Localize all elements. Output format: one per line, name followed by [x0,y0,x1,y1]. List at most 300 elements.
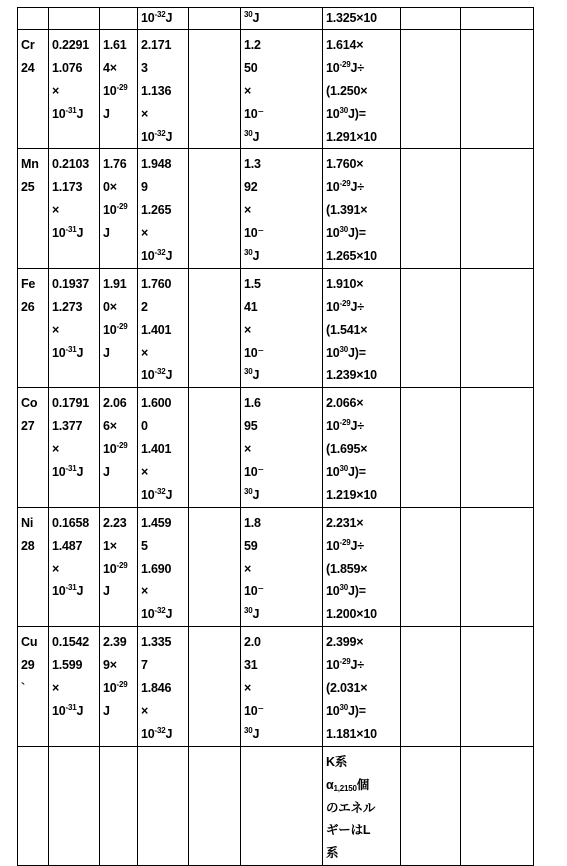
cell-lines [138,30,188,148]
table-cell [323,149,401,268]
table-cell [189,8,241,30]
cell-lines [461,8,533,9]
cell-line: × [52,561,60,576]
table-cell [323,30,401,149]
exponent: 30 [244,486,253,496]
subscript: 1,2150 [333,783,357,793]
table-cell [401,627,461,746]
cell-line: $^{30}$J [244,248,260,264]
cell-line: $10^{-29}J\div$ [326,418,364,434]
cell-lines [323,30,400,148]
cell-line: 1.265×10 [326,249,377,264]
cell-lines [138,269,188,387]
table-row [18,268,534,387]
exponent: -31 [65,105,77,115]
cell-line: 0.1937 [52,276,90,291]
exponent: -29 [339,298,351,308]
cell-line: $10^{30}J)=$ [326,702,366,718]
table-cell [100,746,138,865]
cell-line: 2.399× [326,635,364,650]
table-cell [49,388,100,507]
cell-line: Ni [21,515,34,530]
table-cell [401,149,461,268]
exponent: -29 [339,657,351,667]
cell-line: 1.2 [244,38,261,52]
cell-line: 1.690 [141,561,172,576]
cell-lines [401,269,460,273]
cell-line: 1.459 [141,515,172,530]
table-cell [241,30,323,149]
cell-lines [323,269,400,387]
cell-line: 1.760 [141,276,172,291]
exponent: 30 [244,725,253,735]
cell-line: (1.391× [326,203,368,218]
cell-line: 59 [244,538,258,553]
cell-line: (1.541× [326,322,368,337]
cell-line: 5 [141,538,148,553]
cell-lines [138,149,188,267]
cell-lines [241,269,322,387]
cell-line: 10⁻ [244,703,264,718]
table-cell [323,388,401,507]
table-cell [100,8,138,30]
cell-line: 1.8 [244,515,261,530]
cell-line: J [103,584,110,599]
table-cell [323,627,401,746]
cell-line: 1.200×10 [326,607,377,622]
cell-line: 28 [21,538,35,553]
cell-lines [49,747,99,751]
cell-lines [49,627,99,723]
cell-line: 9× [103,658,117,673]
cell-line: 1.325×10 [326,11,377,25]
cell-line: × [141,584,149,599]
cell-lines [49,149,99,245]
cell-lines [323,508,400,626]
cell-lines [461,30,533,34]
exponent: -29 [339,537,351,547]
table-cell [18,388,49,507]
cell-line: $^{30}$J [244,128,260,144]
cell-line: 1.910× [326,276,364,291]
cell-lines [189,8,240,9]
cell-line: 0.2291 [52,38,90,52]
table-cell [18,30,49,149]
table-cell [138,8,189,30]
cell-line: J [103,465,110,480]
cell-line: 0.1791 [52,396,90,411]
cell-lines [138,627,188,745]
table-cell [49,746,100,865]
cell-lines [100,627,137,723]
cell-lines [461,149,533,153]
cell-lines [323,627,400,745]
table-cell [100,268,138,387]
exponent: -31 [65,464,77,474]
table-cell [49,627,100,746]
cell-lines [100,269,137,365]
exponent: 30 [244,248,253,258]
cell-lines [241,508,322,626]
table-cell [49,507,100,626]
table-row [18,507,534,626]
cell-line: 3 [141,60,148,75]
table-cell [138,746,189,865]
cell-line: $10^{-31}J$ [52,702,84,718]
table-cell [138,627,189,746]
table-cell [189,507,241,626]
table-cell [138,268,189,387]
table-cell [323,746,401,865]
table-cell [18,8,49,30]
cell-line: $^{30}$J [244,606,260,622]
table-cell [49,30,100,149]
cell-line: $10^{-32}J$ [141,128,173,144]
exponent: 30 [339,464,349,474]
cell-lines [100,30,137,126]
cell-line: 系 [326,846,339,861]
cell-line: × [52,203,60,218]
cell-lines [100,508,137,604]
table-cell [138,30,189,149]
cell-line: $10^{30}J)=$ [326,105,366,121]
cell-line: 1.614× [326,38,364,52]
table-row [18,8,534,30]
exponent: 30 [339,702,349,712]
cell-lines [461,627,533,631]
cell-line: J [103,703,110,718]
table-cell [49,149,100,268]
cell-line: 24 [21,60,35,75]
cell-line: × [141,703,149,718]
table-cell [100,507,138,626]
exponent: -29 [339,59,351,69]
cell-lines [323,747,400,865]
table-cell [100,388,138,507]
cell-line: $10^{-31}J$ [52,583,84,599]
cell-line: $10^{-29}J\div$ [326,179,364,195]
cell-lines [241,388,322,506]
table-row [18,388,534,507]
cell-lines [189,388,240,392]
cell-line: $10^{-32}J$ [141,486,173,502]
cell-line: $10^{-29}$ [103,560,128,576]
cell-lines [461,508,533,512]
table-cell [323,8,401,30]
cell-line: 26 [21,299,35,314]
table-cell [189,268,241,387]
cell-line: 2.23 [103,515,127,530]
cell-lines [189,30,240,34]
cell-line: 25 [21,180,35,195]
cell-lines [49,8,99,9]
cell-line: $10^{-29}$ [103,82,128,98]
cell-lines [100,747,137,751]
table-cell [401,30,461,149]
table-cell [323,507,401,626]
exponent: -32 [154,725,166,735]
exponent: -29 [116,202,128,212]
cell-line: 1.181×10 [326,726,377,741]
table-cell [401,388,461,507]
exponent: 30 [244,10,253,19]
exponent: -31 [65,344,77,354]
cell-line: (1.859× [326,561,368,576]
exponent: -29 [116,82,128,92]
exponent: -29 [116,441,128,451]
cell-line: 1.5 [244,276,261,291]
cell-line: 0.1542 [52,635,90,650]
cell-lines [189,149,240,153]
data-table [17,7,534,866]
exponent: -32 [154,367,166,377]
cell-lines [138,388,188,506]
cell-lines [18,388,48,438]
exponent: 30 [244,128,253,138]
cell-lines [241,30,322,148]
cell-lines [401,388,460,392]
cell-line: $^{30}$J [244,725,260,741]
cell-line: 1.076 [52,60,83,75]
table-cell [189,149,241,268]
cell-lines [461,388,533,392]
cell-lines [323,149,400,267]
exponent: -32 [154,248,166,258]
table-cell [18,746,49,865]
cell-line: 2 [141,299,148,314]
cell-lines [323,8,400,27]
cell-line: 1.3 [244,157,261,172]
cell-line: 1.265 [141,203,172,218]
cell-line: $10^{-29}$ [103,441,128,457]
table-cell [138,388,189,507]
cell-line: 50 [244,60,258,75]
cell-line: × [244,561,252,576]
cell-line: J [103,106,110,121]
cell-line: Fe [21,276,36,291]
cell-line: $10^{-29}$ [103,680,128,696]
cell-line: $10^{-32}J$ [141,367,173,383]
cell-line: (2.031× [326,681,368,696]
cell-lines [18,30,48,80]
cell-line: × [52,83,60,98]
cell-lines [49,30,99,126]
cell-lines [241,747,322,751]
cell-lines [401,149,460,153]
cell-line: J [103,345,110,360]
cell-line: 1.273 [52,299,83,314]
cell-line: 1.600 [141,396,172,411]
cell-line: $10^{-32}J$ [141,248,173,264]
exponent: -29 [339,418,351,428]
cell-line: 1.239×10 [326,368,377,383]
cell-lines [18,747,48,751]
exponent: -29 [116,321,128,331]
cell-line: 2.231× [326,515,364,530]
exponent: -32 [154,128,166,138]
table-cell [401,8,461,30]
table-cell [241,746,323,865]
table-cell [189,746,241,865]
cell-line: 1.487 [52,538,83,553]
cell-line: × [141,106,149,121]
cell-line: 92 [244,180,258,195]
cell-line: K系 [326,754,348,769]
cell-line: 1.291×10 [326,129,377,144]
cell-line: J [103,226,110,241]
cell-line: 1.948 [141,157,172,172]
table-cell [401,268,461,387]
cell-line: 1.91 [103,276,127,291]
cell-lines [18,269,48,319]
exponent: -31 [65,225,77,235]
cell-lines [138,8,188,27]
cell-line: $10^{30}J)=$ [326,464,366,480]
table-cell [241,149,323,268]
cell-line: $10^{30}J)=$ [326,583,366,599]
table-cell [461,627,534,746]
cell-line: 41 [244,299,258,314]
cell-line: 1.377 [52,419,83,434]
cell-line: (1.695× [326,442,368,457]
cell-line: × [244,83,252,98]
cell-lines [461,269,533,273]
table-cell [241,388,323,507]
table-cell [401,746,461,865]
table-cell [461,507,534,626]
table-cell [189,30,241,149]
table-cell [241,507,323,626]
exponent: 30 [244,606,253,616]
cell-lines [18,149,48,199]
table-cell [18,627,49,746]
table-cell [100,627,138,746]
cell-line: × [244,203,252,218]
cell-line: 0.1658 [52,515,90,530]
table-cell [189,388,241,507]
cell-line: $^{30}$J [244,367,260,383]
table-cell [241,627,323,746]
exponent: -32 [154,486,166,496]
cell-line: 1.6 [244,396,261,411]
cell-line: $10^{-29}J\div$ [326,657,364,673]
cell-line: 27 [21,419,35,434]
cell-lines [323,388,400,506]
exponent: 30 [339,344,349,354]
cell-lines [100,8,137,9]
cell-line: 1.61 [103,38,127,52]
exponent: 30 [339,105,349,115]
cell-line: 1.599 [52,658,83,673]
exponent: 30 [244,367,253,377]
table-row [18,746,534,865]
cell-line: Cu [21,635,38,650]
table-row [18,627,534,746]
table-cell [18,149,49,268]
cell-line: Cr [21,38,35,52]
cell-lines [401,747,460,751]
exponent: -29 [116,680,128,690]
cell-line: $10^{-31}J$ [52,225,84,241]
exponent: -32 [154,606,166,616]
cell-line: 0.2103 [52,157,90,172]
exponent: -29 [339,179,351,189]
cell-line: 31 [244,658,258,673]
table-cell [461,388,534,507]
cell-line: 10⁻ [244,584,264,599]
cell-lines [401,30,460,34]
table-cell [49,268,100,387]
cell-lines [49,269,99,365]
cell-line: 1× [103,538,117,553]
cell-line: $10^{-31}J$ [52,105,84,121]
table-cell [461,8,534,30]
cell-line: 1.335 [141,635,172,650]
cell-line: 1.76 [103,157,127,172]
table-cell [100,30,138,149]
exponent: -29 [116,560,128,570]
table-cell [138,149,189,268]
cell-line: 10⁻ [244,345,264,360]
cell-line: 1.760× [326,157,364,172]
cell-line: × [244,681,252,696]
table-cell [189,627,241,746]
cell-line: 0 [141,419,148,434]
cell-lines [18,508,48,558]
cell-line: $10^{30}J)=$ [326,225,366,241]
cell-line: ギーはL [326,823,371,838]
cell-line: $10^{-29}$ [103,202,128,218]
cell-line: × [141,465,149,480]
table-cell [49,8,100,30]
exponent: 30 [339,583,349,593]
cell-line: × [141,226,149,241]
cell-line: $10^{-31}J$ [52,344,84,360]
cell-line: 0× [103,299,117,314]
cell-line: × [52,322,60,337]
table-cell [241,268,323,387]
cell-line: $10^{-32}J$ [141,10,173,25]
cell-line: 9 [141,180,148,195]
cell-line: × [52,681,60,696]
cell-line: $10^{30}J)=$ [326,344,366,360]
cell-lines [49,388,99,484]
cell-line: $10^{-29}$ [103,321,128,337]
cell-line: 29 [21,658,35,673]
cell-line: 10⁻ [244,226,264,241]
cell-lines [100,388,137,484]
cell-line: Co [21,396,38,411]
cell-line: (1.250× [326,83,368,98]
cell-line: $^{30}$J [244,10,260,25]
cell-line: 6× [103,419,117,434]
cell-line: × [244,322,252,337]
cell-lines [241,627,322,745]
cell-line: $10^{-29}J\div$ [326,537,364,553]
cell-lines [401,8,460,9]
cell-lines [241,149,322,267]
table-row [18,149,534,268]
cell-line: $\alpha_{1,2150}$個 [326,777,370,793]
cell-line: $10^{-29}J\div$ [326,298,364,314]
table-cell [18,268,49,387]
cell-line: ` [21,681,25,696]
table-cell [401,507,461,626]
cell-line: $^{30}$J [244,486,260,502]
cell-line: 10⁻ [244,106,264,121]
cell-line: 1.401 [141,322,172,337]
cell-line: 1.173 [52,180,83,195]
